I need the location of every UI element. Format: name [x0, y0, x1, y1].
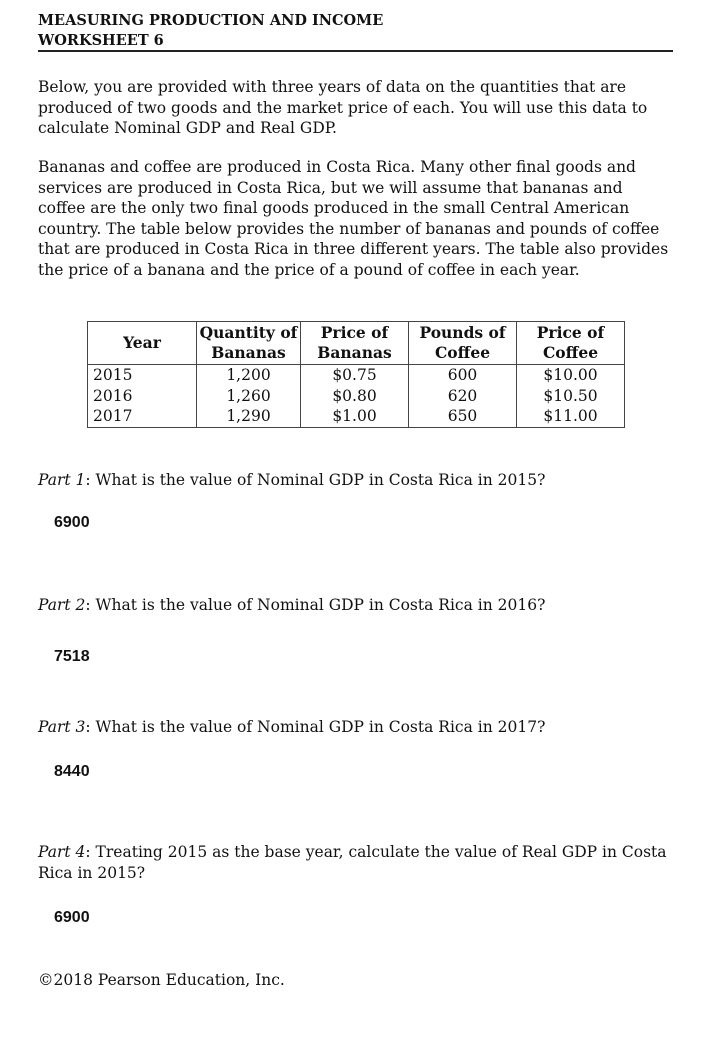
table-row — [88, 386, 625, 407]
header-label-line2: Bananas — [317, 343, 392, 362]
worksheet-title: MEASURING PRODUCTION AND INCOME — [38, 12, 384, 29]
question-part-4 — [38, 842, 674, 883]
question-part-2 — [38, 595, 674, 616]
header-label-line2: Coffee — [434, 343, 491, 362]
answer-part-2: 7518 — [54, 648, 90, 665]
answer-part-1: 6900 — [54, 514, 90, 531]
cell-pounds-coffee: 620 — [409, 386, 517, 407]
answer-part-3: 8440 — [54, 763, 90, 780]
cell-price-coffee: $10.50 — [517, 386, 625, 407]
header-label-line2: Bananas — [211, 343, 286, 362]
header-year-label: Year — [123, 332, 161, 352]
intro-paragraph-2: Bananas and coffee are produced in Costa Rica. Many other final goods and services are produced in Costa Rica, but we will assume that bananas and coffee are the only two final goods produced in the small Central American country. The table below provides the number of bananas and pounds of coffee that are produced in Costa Rica in three different years. The table also provides the price of a banana and the price of a pound of coffee in each year. — [38, 158, 669, 279]
header-label-line1: Price of — [536, 322, 605, 342]
cell-quantity-bananas: 1,290 — [197, 406, 301, 427]
question-text: : What is the value of Nominal GDP in Costa Rica in 2015? — [85, 471, 546, 489]
header-label-line1: Price of — [320, 322, 389, 342]
copyright-footer: ©2018 Pearson Education, Inc. — [38, 971, 285, 989]
question-text: : What is the value of Nominal GDP in Costa Rica in 2017? — [85, 718, 546, 736]
table-row — [88, 365, 625, 386]
cell-price-bananas: $1.00 — [301, 406, 409, 427]
worksheet-subtitle: WORKSHEET 6 — [38, 32, 164, 49]
cell-price-coffee: $10.00 — [517, 365, 625, 386]
question-text: : What is the value of Nominal GDP in Costa Rica in 2016? — [85, 596, 546, 614]
cell-price-bananas: $0.75 — [301, 365, 409, 386]
intro-paragraph-1: Below, you are provided with three years of data on the quantities that are produced of two goods and the market price of each. You will use this data to calculate Nominal GDP and Real GDP. — [38, 78, 648, 137]
question-part-1 — [38, 470, 674, 491]
header-divider — [38, 50, 673, 52]
cell-quantity-bananas: 1,260 — [197, 386, 301, 407]
cell-quantity-bananas: 1,200 — [197, 365, 301, 386]
header-label-line1: Pounds of — [419, 322, 506, 342]
cell-year: 2017 — [88, 406, 197, 427]
question-part-label: Part 2 — [38, 596, 86, 614]
header-year — [88, 322, 197, 365]
cell-price-bananas: $0.80 — [301, 386, 409, 407]
header-label-line1: Quantity of — [199, 322, 298, 342]
header-price-coffee — [517, 322, 625, 365]
cell-pounds-coffee: 650 — [409, 406, 517, 427]
table-row — [88, 406, 625, 427]
answer-part-4: 6900 — [54, 909, 90, 926]
question-part-3 — [38, 717, 674, 738]
cell-year: 2015 — [88, 365, 197, 386]
header-price-bananas — [301, 322, 409, 365]
header-label-line2: Coffee — [542, 343, 599, 362]
question-part-label: Part 1 — [38, 471, 86, 489]
cell-price-coffee: $11.00 — [517, 406, 625, 427]
cell-pounds-coffee: 600 — [409, 365, 517, 386]
question-part-label: Part 3 — [38, 718, 86, 736]
table-header-row — [88, 322, 625, 365]
question-part-label: Part 4 — [38, 843, 86, 861]
header-quantity-bananas — [197, 322, 301, 365]
question-text: : Treating 2015 as the base year, calculate the value of Real GDP in Costa Rica in 2015? — [38, 843, 667, 882]
cell-year: 2016 — [88, 386, 197, 407]
production-data-table — [87, 321, 625, 428]
worksheet-header — [38, 11, 672, 51]
header-pounds-coffee — [409, 322, 517, 365]
